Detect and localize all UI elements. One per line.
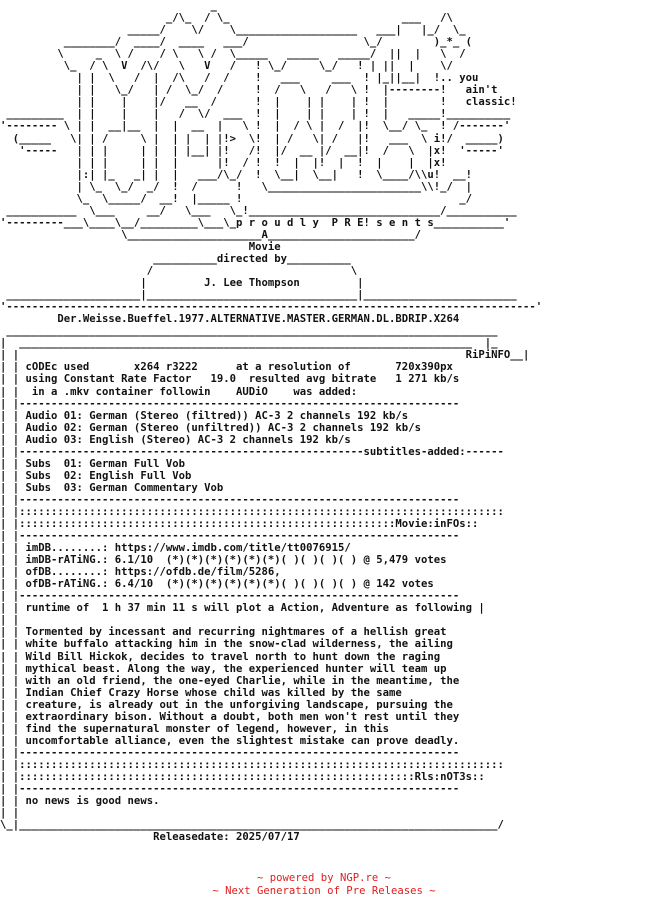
footer [0,872,648,898]
nfo-document: _ _/\_ / \_ ___ /\ _____/ \/ \___________________ ___| |_/ \_ ________/ ____/ ____ ___/ \_/ )_*_ ( \ _ \ / / \ \ / \_____ _____ _____/ || | \ / \_ / \ V /\/ \ V / ! \_/ \_/ ! | || | \/ | | \ / | /\ / / ! ___ ___ ! |_||__| !.. you | | \_/ | / \_/ / ! / \ / \ ! |--------! ain't | | | |/ __ / ! | | | | ! | ! classic! _________ | | | | / \/ ___ ! | | | | ! | _____!__________ '-------- \ | | __|__ | | __ | \ ! | / \ | / |! \__/ \_ ! /-------' (_____ \| | / \ | | | | |!> \! | / \| / |! ___ \ i!/ _____) '----- | | | | | | |__| |! /! |/ __ |/ __|! / \ |x! '-----' | | | | | | |! / ! ! | |! | ! | | |x! |:| |_ _| | | ___/\_/ ! \__| \__| ! \____/\\u! __! | \_ \_/ _/ ! / ! \________________________\\!_/ | \_ \_____/ __! |_____ ! _/ ___________ \___ __/ \___ \_!______________________________/___________ '---------___\____\__/_________\___\_p r o u d l y P R E! s e n t s___________' \_____________________A_______________________/ Movie __________directed by__________ / \ | J. Lee Thompson | _____________________|_________________________________|________________________ '-----------------------------------------------------------------------------------' Der.Weisse.Bueffel.1977.ALTERNATIVE.MASTER.GERMAN.DL.BDRIP.X264 _____________________________________________________________________________ | _______________________________________________________________________ |_ | | RiPiNFO__| | | cODEc used x264 r3222 at a resolution of 720x390px | | using Constant Rate Factor 19.0 resulted avg bitrate 1 271 kb/s | | in a .mkv container followin AUDiO was added: | |--------------------------------------------------------------------- | | Audio 01: German (Stereo (filtred)) AC-3 2 channels 192 kb/s | | Audio 02: German (Stereo (unfiltred)) AC-3 2 channels 192 kb/s | | Audio 03: English (Stereo) AC-3 2 channels 192 kb/s | |------------------------------------------------------subtitles-added:------ | | Subs 01: German Full Vob | | Subs 02: English Full Vob | | Subs 03: German Commentary Vob | |--------------------------------------------------------------------- | |:::::::::::::::::::::::::::::::::::::::::::::::::::::::::::::::::::::::::::: | |:::::::::::::::::::::::::::::::::::::::::::::::::::::::::::Movie:inFOs:: | |--------------------------------------------------------------------- | | imDB........: https://www.imdb.com/title/tt0076915/ | | imDB-rATiNG.: 6.1/10 (*)(*)(*)(*)(*)(*)( )( )( )( ) @ 5,479 votes | | ofDB........: https://ofdb.de/film/5286, | | ofDB-rATiNG.: 6.4/10 (*)(*)(*)(*)(*)(*)( )( )( )( ) @ 142 votes | |--------------------------------------------------------------------- | | runtime of 1 h 37 min 11 s will plot a Action, Adventure as following | | | | | Tormented by incessant and recurring nightmares of a hellish great | | white buffalo attacking him in the snow-clad wilderness, the ailing | | Wild Bill Hickok, decides to travel north to hunt down the raging | | mythical beast. Along the way, the experienced hunter will team up | | with an old friend, the one-eyed Charlie, while in the meantime, the | | Indian Chief Crazy Horse whose child was killed by the same | | creature, is already out in the unforgiving landscape, pursuing the | | extraordinary bison. Without a doubt, both men won't rest until they | | find the supernatural monster of legend, however, in this | | uncomfortable alliance, even the slightest mistake can prove deadly. | |--------------------------------------------------------------------- | |:::::::::::::::::::::::::::::::::::::::::::::::::::::::::::::::::::::::::::: | |::::::::::::::::::::::::::::::::::::::::::::::::::::::::::::::Rls:nOT3s:: | |--------------------------------------------------------------------- | | no news is good news. | | \_|___________________________________________________________________________/ Releasedate: 2025/07/17 [0,0,543,844]
tagline-line: ~ Next Generation of Pre Releases ~ [212,885,436,897]
powered-by-line: ~ powered by NGP.re ~ [257,872,391,884]
